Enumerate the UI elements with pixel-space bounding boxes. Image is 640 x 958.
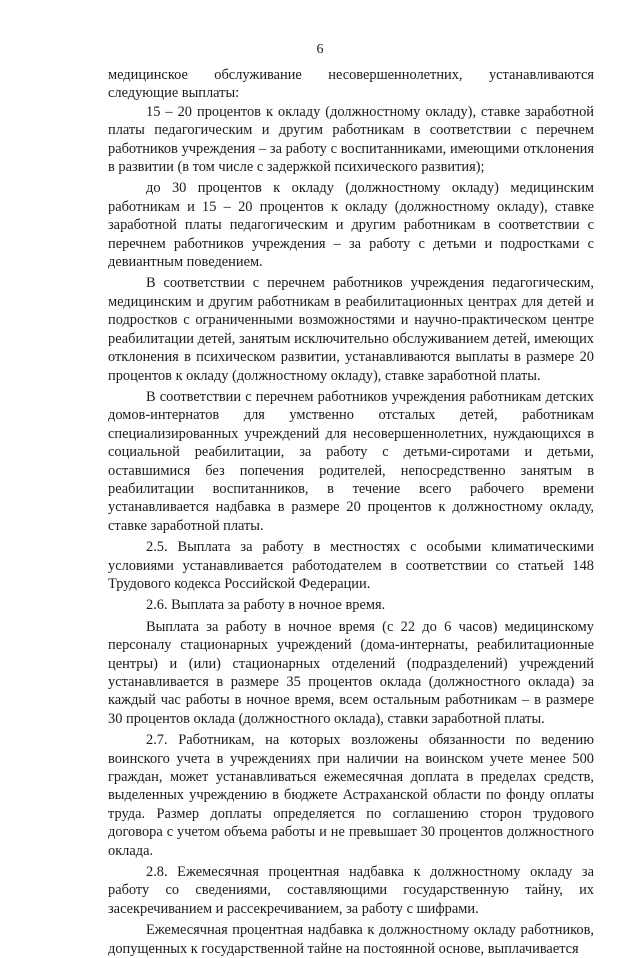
paragraph: 2.6. Выплата за работу в ночное время. <box>146 597 386 614</box>
paragraph: 2.5. Выплата за работу в местностях с особыми климатическими условиями устанавливается работодателем в соответствии со статьей 148 Трудового кодекса Российской Федерации. <box>108 539 594 592</box>
paragraph: В соответствии с перечнем работников учреждения работникам детских домов-интернатов для умственно отсталых детей, работникам специализированных учреждений для несовершеннолетних, нуждающихся в социальной реабилитации, за работу с детьми-сиротами и детьми, оставшимися без попечения родителей, непосредственно занятым в реабилитации воспитанников, в течение всего рабочего времени устанавливается надбавка в размере 20 процентов к должностному окладу, ставке заработной платы. <box>108 388 594 534</box>
paragraph: медицинское обслуживание несовершеннолетних, устанавливаются следующие выплаты: <box>108 67 594 102</box>
paragraph: В соответствии с перечнем работников учреждения педагогическим, медицинским и другим работникам в реабилитационных центрах для детей и подростков с ограниченными возможностями и научно-практическом центре реабилитации детей, занятым исключительно обслуживанием детей, имеющих отклонения в психическом развитии, устанавливаются выплаты в размере 20 процентов к окладу (должностному окладу), ставке заработной платы. <box>108 275 594 384</box>
paragraph: 2.7. Работникам, на которых возложены обязанности по ведению воинского учета в учреждениях при наличии на воинском учете менее 500 граждан, может устанавливаться ежемесячная доплата в пределах средств, выделенных учреждению в бюджете Астраханской области по фонду оплаты труда. Размер доплаты определяется по соглашению сторон трудового договора с учетом объема работы и не превышает 30 процентов должностного оклада. <box>108 732 594 859</box>
paragraph: Ежемесячная процентная надбавка к должностному окладу работников, допущенных к государственной тайне на постоянной основе, выплачивается <box>108 922 594 957</box>
document-body <box>108 66 594 958</box>
paragraph: 2.8. Ежемесячная процентная надбавка к должностному окладу за работу со сведениями, составляющими государственную тайну, их засекречиванием и рассекречиванием, за работу с шифрами. <box>108 864 594 917</box>
paragraph: 15 – 20 процентов к окладу (должностному окладу), ставке заработной платы педагогическим и другим работникам в соответствии с перечнем работников учреждения – за работу с воспитанниками, имеющими отклонения в развитии (в том числе с задержкой психического развития); <box>108 103 594 176</box>
paragraph: до 30 процентов к окладу (должностному окладу) медицинским работникам и 15 – 20 процентов к окладу (должностному окладу), ставке заработной платы педагогическим и другим работникам в соответствии с перечнем работников учреждения – за работу с детьми и подростками с девиантным поведением. <box>108 180 594 271</box>
page-number: 6 <box>316 42 324 57</box>
paragraph: Выплата за работу в ночное время (с 22 до 6 часов) медицинскому персоналу стационарных учреждений (дома-интернаты, реабилитационные центры) и (или) стационарных отделений (подразделений) учреждений устанавливается в размере 35 процентов оклада (должностного оклада) за каждый час работы в ночное время, всем остальным работникам – в размере 30 процентов оклада (должностного оклада), ставки заработной платы. <box>108 618 594 727</box>
